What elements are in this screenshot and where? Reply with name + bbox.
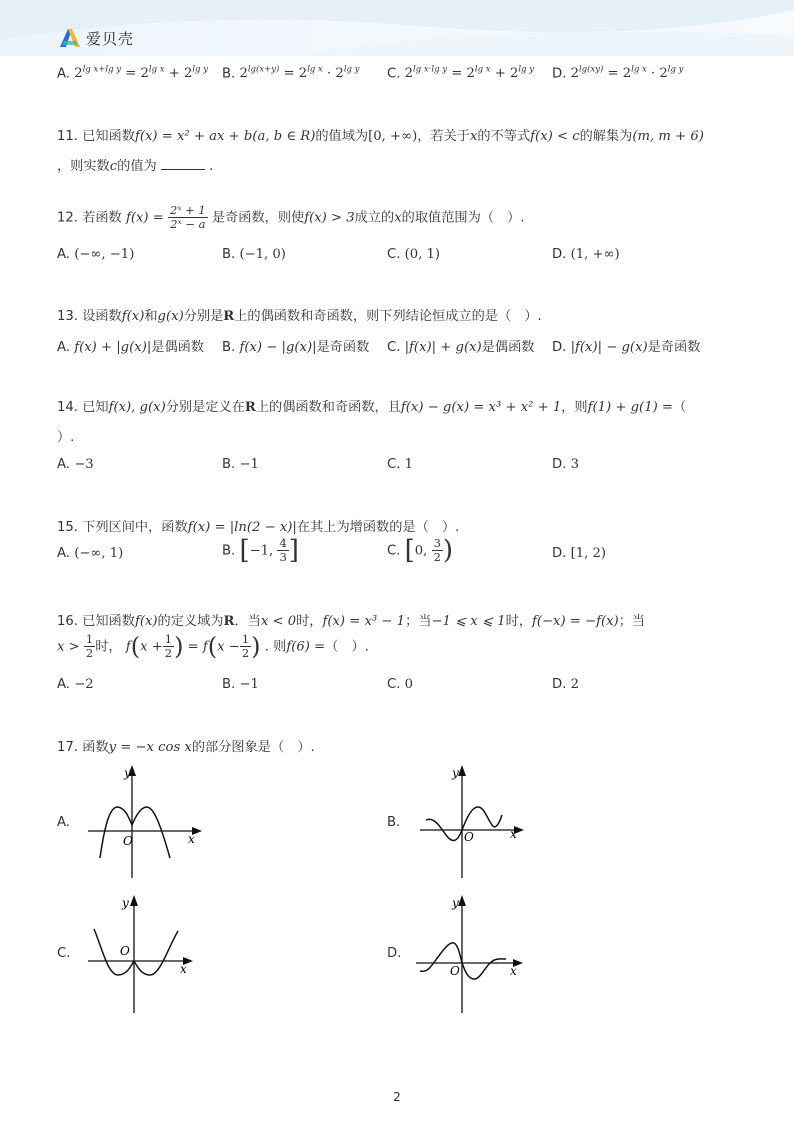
q10-option-d: D. $2^{lg(xy)} = 2^{lg x} \cdot 2^{lg y}$: [552, 65, 684, 82]
header-banner: [0, 0, 794, 56]
q11-stem-line2: ，则实数c的值为 .: [57, 159, 214, 174]
q16-option-d: D. 2: [552, 677, 579, 692]
q15-option-b: B. [−1, $\frac{4}{3}$ ]: [222, 535, 299, 566]
q11-stem: 11. 已知函数f(x) = x² + ax + b(a, b ∈ R)的值域为[0, +∞)，若关于x的不等式f(x) < c的解集为(m, m + 6): [57, 129, 704, 144]
origin-label: O: [120, 944, 130, 958]
q14-stem: 14. 已知f(x), g(x)分别是定义在R上的偶函数和奇函数，且f(x) − g(x) = x³ + x² + 1，则f(1) + g(1) =（: [57, 400, 687, 415]
x-axis-label: x: [510, 827, 517, 841]
q17-stem: 17. 函数y = −x cos x的部分图象是（ ）.: [57, 740, 315, 755]
q17-graph-a: [80, 763, 205, 883]
q10-option-c: C. $2^{lg x\cdot lg y} = 2^{lg x} + 2^{lg y}$: [387, 65, 535, 82]
q17-option-b-label: B.: [387, 815, 401, 830]
y-axis-label: y: [122, 896, 129, 910]
q12-fraction: $\frac{\text{2ˣ + 1}}{\text{2ˣ − a}}$: [170, 203, 206, 231]
q17-option-c-label: C.: [57, 946, 71, 961]
page-number: 2: [393, 1090, 401, 1104]
q17-graph-c: [82, 893, 207, 1018]
q10-option-b: B. $2^{lg(x+y)} = 2^{lg x} \cdot 2^{lg y}$: [222, 65, 360, 82]
x-axis-label: x: [188, 832, 195, 846]
y-axis-label: y: [452, 766, 459, 780]
x-axis-label: x: [180, 962, 187, 976]
origin-label: O: [123, 834, 133, 848]
q16-stem-line2: x > $\frac{1}{2}$ 时， f(x + $\frac{1}{2}$ ) = f(x − $\frac{1}{2}$ ) . 则f(6) =（ ）.: [57, 632, 369, 661]
q15-option-a: A. (−∞, 1): [57, 546, 124, 561]
q16-option-c: C. 0: [387, 677, 413, 692]
q13-option-a: A. f(x) + |g(x)|是偶函数: [57, 340, 205, 355]
q12-option-a: A. (−∞, −1): [57, 247, 135, 262]
q12-option-c: C. (0, 1): [387, 247, 441, 262]
y-axis-label: y: [452, 896, 459, 910]
q16-option-b: B. −1: [222, 677, 259, 692]
q14-option-c: C. 1: [387, 457, 413, 472]
q14-stem-line2: ）.: [57, 430, 75, 445]
q13-option-d: D. |f(x)| − g(x)是奇函数: [552, 340, 701, 355]
q15-option-c: C. [0, $\frac{3}{2}$ ): [387, 535, 454, 566]
q14-option-b: B. −1: [222, 457, 259, 472]
q14-option-d: D. 3: [552, 457, 579, 472]
q17-graph-b: [412, 763, 537, 883]
answer-blank: [161, 169, 205, 170]
q17-option-a-label: A.: [57, 815, 70, 830]
q15-option-d: D. [1, 2): [552, 546, 607, 561]
q16-option-a: A. −2: [57, 677, 94, 692]
q16-stem: 16. 已知函数f(x)的定义域为R．当x < 0时，f(x) = x³ − 1；当−1 ⩽ x ⩽ 1时，f(−x) = −f(x)；当: [57, 614, 646, 629]
q13-option-c: C. |f(x)| + g(x)是偶函数: [387, 340, 535, 355]
y-axis-label: y: [124, 766, 131, 780]
brand-name: 爱贝壳: [86, 30, 135, 48]
q14-option-a: A. −3: [57, 457, 94, 472]
q17-option-d-label: D.: [387, 946, 402, 961]
x-axis-label: x: [510, 964, 517, 978]
q17-graph-d: [410, 893, 535, 1018]
q12-option-d: D. (1, +∞): [552, 247, 620, 262]
q12-option-b: B. (−1, 0): [222, 247, 286, 262]
q15-stem: 15. 下列区间中，函数f(x) = |ln(2 − x)|在其上为增函数的是（ ）.: [57, 520, 460, 535]
origin-label: O: [450, 964, 460, 978]
q10-option-a: A. $2^{lg x+lg y} = 2^{lg x} + 2^{lg y}$: [57, 65, 209, 82]
q13-option-b: B. f(x) − |g(x)|是奇函数: [222, 340, 370, 355]
origin-label: O: [464, 830, 474, 844]
q13-stem: 13. 设函数f(x)和g(x)分别是R上的偶函数和奇函数，则下列结论恒成立的是（ ）.: [57, 309, 542, 324]
brand-logo-icon: [58, 27, 82, 49]
q12-stem: 12. 若函数 f(x) = $\frac{\text{2ˣ + 1}}{\text{2ˣ − a}}$ 是奇函数，则使f(x) > 3成立的x的取值范围为（ ）.: [57, 203, 525, 231]
